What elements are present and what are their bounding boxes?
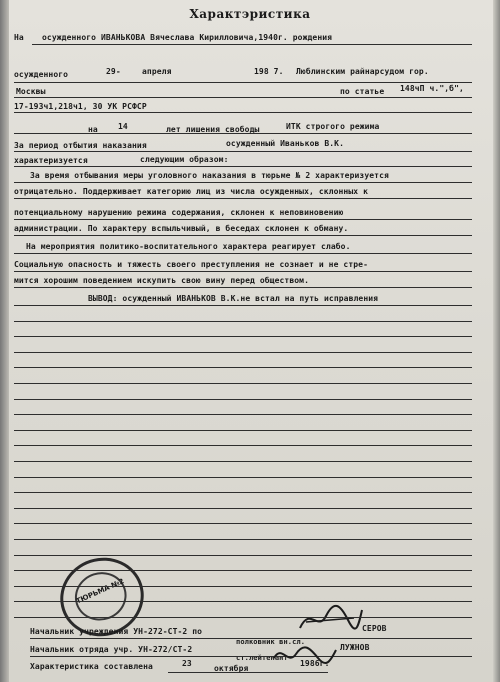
- line6-name: осужденный Иваньков В.К.: [226, 139, 344, 148]
- rule: [14, 352, 472, 353]
- line1-label: На: [14, 33, 24, 42]
- scan-edge-left: [0, 0, 9, 682]
- line3-city: Москвы: [16, 87, 46, 96]
- date-label: Характеристика составлена: [30, 662, 153, 671]
- rule: [14, 151, 472, 152]
- chief-rank: полковник вн.сл.: [236, 638, 306, 646]
- rule: [14, 586, 472, 587]
- rule: [14, 198, 472, 199]
- unit-signature: [270, 640, 340, 670]
- body-line: Социальную опасность и тяжесть своего преступления не сознает и не стре-: [14, 260, 368, 269]
- rule: [14, 271, 472, 272]
- rule: [14, 617, 472, 618]
- rule: [14, 508, 472, 509]
- rule: [14, 82, 472, 83]
- rule: [32, 44, 472, 45]
- unit-label: Начальник отряда учр. УН-272/СТ-2: [30, 645, 193, 654]
- rule: [14, 253, 472, 254]
- rule: [14, 555, 472, 556]
- line6-label: За период отбытия наказания: [14, 141, 147, 150]
- line2-court: Люблинским райнарсудом гор.: [296, 67, 429, 76]
- body-line: отрицательно. Поддерживает категорию лиц из числа осужденных, склонных к: [14, 187, 368, 196]
- rule: [14, 321, 472, 322]
- unit-rank: ст.лейтенант: [236, 654, 288, 662]
- body-line: За время отбывания меры уголовного наказания в тюрьме № 2 характеризуется: [30, 171, 389, 180]
- scan-edge-right: [493, 0, 500, 682]
- line2-year: 198 7.: [254, 67, 284, 76]
- chief-name: СЕРОВ: [362, 624, 387, 633]
- rule: [14, 166, 472, 167]
- line7-text: следующим образом:: [140, 155, 229, 164]
- rule: [14, 182, 472, 183]
- line2-label: осужденного: [14, 70, 69, 79]
- rule: [14, 570, 472, 571]
- line4-text: 17-193ч1,218ч1, 30 УК РСФСР: [14, 102, 147, 111]
- line2-month: апреля: [142, 67, 172, 76]
- rule: [14, 477, 472, 478]
- line2-day: 29-: [106, 67, 121, 76]
- stamp-text: ТЮРЬМА №2: [74, 577, 126, 606]
- rule: [30, 638, 472, 639]
- date-month: октября: [214, 664, 249, 673]
- body-line: На мероприятия политико-воспитательного характера реагирует слабо.: [26, 242, 351, 251]
- body-line: потенциальному нарушению режима содержания, склонен к неповиновению: [14, 208, 344, 217]
- line7-label: характеризуется: [14, 156, 88, 165]
- line5-text: лет лишения свободы: [166, 125, 260, 134]
- line3-label: по статье: [340, 87, 385, 96]
- rule: [14, 523, 472, 524]
- rule: [14, 305, 472, 306]
- body-line: мится хорошим поведением искупить свою вину перед обществом.: [14, 276, 309, 285]
- date-day: 23: [182, 659, 192, 668]
- line5-label: на: [88, 125, 98, 134]
- rule: [168, 672, 328, 673]
- rule: [30, 656, 472, 657]
- unit-name: ЛУЖНОВ: [340, 643, 370, 652]
- rule: [14, 461, 472, 462]
- rule: [14, 383, 472, 384]
- rule: [14, 414, 472, 415]
- rule: [14, 112, 472, 113]
- rule: [14, 601, 472, 602]
- body-line: администрации. По характеру вспыльчивый, в беседах склонен к обману.: [14, 224, 349, 233]
- conclusion: ВЫВОД: осужденный ИВАНЬКОВ В.К.не встал на путь исправления: [88, 294, 379, 303]
- line5-regime: ИТК строгого режима: [286, 122, 380, 131]
- rule: [14, 539, 472, 540]
- rule: [14, 430, 472, 431]
- rule: [14, 97, 472, 98]
- rule: [14, 445, 472, 446]
- rule: [14, 235, 472, 236]
- rule: [14, 492, 472, 493]
- line3-article: 148чП ч.",б",: [400, 84, 464, 93]
- chief-signature: [296, 598, 366, 638]
- rule: [14, 367, 472, 368]
- rule: [14, 219, 472, 220]
- document-title: Характэристика: [189, 7, 311, 21]
- rule: [14, 399, 472, 400]
- line1-text: осужденного ИВАНЬКОВА Вячеслава Кирилловича,1940г. рождения: [42, 33, 333, 42]
- line5-term: 14: [118, 122, 128, 131]
- rule: [14, 336, 472, 337]
- rule: [14, 287, 472, 288]
- chief-label: Начальник учреждения УН-272-СТ-2 по: [30, 627, 203, 636]
- date-year: 1986г.: [300, 659, 330, 668]
